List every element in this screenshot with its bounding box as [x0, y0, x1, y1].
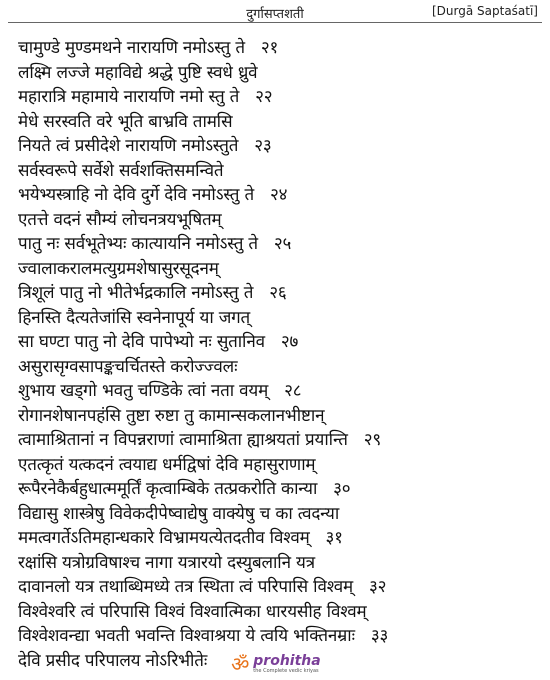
verse-text: रक्षांसि यत्रोग्रविषाश्च नागा यत्रारयो दस्युबलानि यत्र [18, 552, 315, 573]
logo-name: prohitha [253, 653, 321, 669]
verse-line [18, 624, 538, 649]
verse-text: पातु नः सर्वभूतेभ्यः कात्यायनि नमोऽस्तु ते [18, 234, 258, 254]
verse-list [18, 36, 538, 676]
verse-line [18, 183, 538, 208]
verse-number: २४ [269, 185, 288, 205]
verse-number: २५ [273, 234, 292, 254]
verse-line [18, 379, 538, 404]
verse-number: २३ [254, 136, 272, 156]
verse-line [18, 36, 538, 61]
verse-text: विश्वेश्वरि त्वं परिपासि विश्वं विश्वात्मिका धारयसीह विश्वम् [18, 601, 367, 622]
verse-number: ३० [333, 479, 351, 499]
verse-text: महारात्रि महामाये नारायणि नमो स्तु ते [18, 87, 240, 107]
verse-line [18, 600, 538, 625]
page-title: दुर्गासप्तशती [246, 7, 304, 22]
verse-line [18, 477, 538, 502]
verse-line [18, 502, 538, 527]
verse-text: विश्वेशवन्द्या भवती भवन्ति विश्वाश्रया ये त्वयि भक्तिनम्राः [18, 626, 355, 646]
verse-number: २८ [284, 381, 302, 401]
verse-text: लक्ष्मि लज्जे महाविद्ये श्रद्धे पुष्टि स्वधे ध्रुवे [18, 62, 258, 83]
verse-number: २६ [269, 283, 287, 303]
om-icon: ॐ [231, 652, 250, 676]
verse-number: २२ [255, 87, 273, 107]
verse-line [18, 306, 538, 331]
verse-text: एतत्कृतं यत्कदनं त्वयाद्य धर्मद्विषां देवि महासुराणाम् [18, 454, 316, 475]
verse-number: ३३ [370, 626, 389, 646]
verse-text: भयेभ्यस्त्राहि नो देवि दुर्गे देवि नमोऽस्तु ते [18, 185, 254, 205]
verse-text: असुरासृग्वसापङ्कचर्चितस्ते करोज्ज्वलः [18, 356, 238, 377]
verse-text: हिनस्ति दैत्यतेजांसि स्वनेनापूर्य या जगत् [18, 307, 250, 328]
header-divider [8, 22, 542, 23]
verse-text: चामुण्डे मुण्डमथने नारायणि नमोऽस्तु ते [18, 38, 245, 58]
verse-line [18, 61, 538, 86]
page-header [0, 4, 550, 24]
verse-number: २७ [280, 332, 299, 352]
verse-line [18, 281, 538, 306]
verse-number: ३१ [325, 528, 343, 548]
verse-line [18, 134, 538, 159]
verse-line [18, 208, 538, 233]
verse-text: शुभाय खड्गो भवतु चण्डिके त्वां नता वयम् [18, 381, 269, 401]
verse-text: एतत्ते वदनं सौम्यं लोचनत्रयभूषितम् [18, 209, 222, 230]
verse-number: ३२ [369, 577, 387, 597]
prohitha-logo [229, 654, 320, 674]
verse-line [18, 551, 538, 576]
verse-text: ममत्वगर्तेऽतिमहान्धकारे विभ्रामयत्येतदतीव विश्वम् [18, 528, 310, 548]
verse-text: रोगानशेषानपहंसि तुष्टा रुष्टा तु कामान्सकलानभीष्टान् [18, 405, 325, 426]
verse-line [18, 330, 538, 355]
verse-text: मेधे सरस्वति वरे भूति बाभ्रवि तामसि [18, 111, 233, 132]
verse-text: दावानलो यत्र तथाब्धिमध्ये तत्र स्थिता त्वं परिपासि विश्वम् [18, 577, 354, 597]
verse-line [18, 355, 538, 380]
footer [0, 652, 550, 676]
verse-number: २९ [363, 430, 381, 450]
verse-line [18, 110, 538, 135]
verse-text: सर्वस्वरूपे सर्वेशे सर्वशक्तिसमन्विते [18, 160, 224, 181]
verse-line [18, 428, 538, 453]
verse-text: त्रिशूलं पातु नो भीतेर्भद्रकालि नमोऽस्तु ते [18, 283, 254, 303]
verse-text: नियते त्वं प्रसीदेशे नारायणि नमोऽस्तुते [18, 136, 239, 156]
verse-line [18, 232, 538, 257]
verse-number: २१ [260, 38, 279, 58]
logo-tagline: the Complete vedic kriyas [253, 668, 319, 674]
verse-line [18, 159, 538, 184]
verse-text: सा घण्टा पातु नो देवि पापेभ्यो नः सुतानिव [18, 332, 265, 352]
verse-text: रूपैरनेकैर्बहुधात्ममूर्तिं कृत्वाम्बिके तत्प्रकरोति कान्या [18, 479, 318, 499]
verse-text: देवि प्रसीद परिपालय नोऽरिभीतेः [18, 650, 208, 671]
verse-text: ज्वालाकरालमत्युग्रमशेषासुरसूदनम् [18, 258, 219, 279]
verse-line [18, 453, 538, 478]
verse-text: विद्यासु शास्त्रेषु विवेकदीपेष्वाद्येषु वाक्येषु च का त्वदन्या [18, 503, 340, 524]
verse-line [18, 85, 538, 110]
verse-line [18, 526, 538, 551]
verse-line [18, 575, 538, 600]
verse-line [18, 404, 538, 429]
verse-text: त्वामाश्रितानां न विपन्नराणां त्वामाश्रिता ह्याश्रयतां प्रयान्ति [18, 430, 348, 450]
header-english-title: [Durgā Saptaśatī] [431, 4, 538, 18]
verse-line [18, 257, 538, 282]
